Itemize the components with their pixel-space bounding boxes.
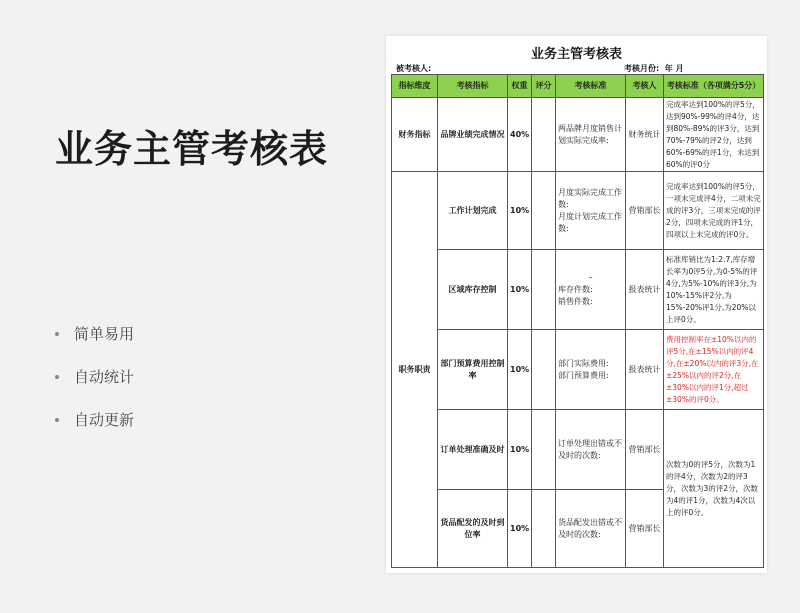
table-row xyxy=(392,98,764,172)
month-value: 年 月 xyxy=(664,64,684,73)
month-label: 考核月份: xyxy=(624,64,660,73)
weight-cell: 10% xyxy=(508,250,532,330)
assessor-cell: 营销部长 xyxy=(626,490,664,568)
col-header-score: 评分 xyxy=(532,75,556,98)
score-cell[interactable] xyxy=(532,250,556,330)
standard-cell: 货品配发出错或不及时的次数: xyxy=(556,490,626,568)
standard-cell: 月度实际完成工作数: 月度计划完成工作数: xyxy=(556,172,626,250)
bullet-icon xyxy=(55,418,59,422)
criteria-cell: 次数为0的评5分，次数为1的评4分，次数为2的评3分，次数为3的评2分，次数为4的评1分，次数为4次以上的评0分。 xyxy=(664,410,764,568)
assessor-cell: 营销部长 xyxy=(626,410,664,490)
weight-cell: 10% xyxy=(508,410,532,490)
weight-cell: 40% xyxy=(508,98,532,172)
criteria-cell: 完成率达到100%的评5分，达到90%-99%的评4分，达到80%-89%的评3分，达到70%-79%的评2分，达到60%-69%的评1分，未达到60%的评0分 xyxy=(664,98,764,172)
score-cell[interactable] xyxy=(532,410,556,490)
criteria-cell-warning: 费用控制率在±10%以内的评5分,在±15%以内的评4分,在±20%以内的评3分,在±25%以内的评2分,在±30%以内的评1分,超过±30%的评0分。 xyxy=(664,330,764,410)
standard-text: 库存件数: 销售件数: xyxy=(558,284,593,306)
score-cell[interactable] xyxy=(532,172,556,250)
weight-cell: 10% xyxy=(508,330,532,410)
month-field xyxy=(624,63,684,74)
table-row xyxy=(392,172,764,250)
table-row xyxy=(392,250,764,330)
evaluation-sheet xyxy=(386,36,767,573)
assessor-cell: 报表统计 xyxy=(626,250,664,330)
standard-cell xyxy=(556,250,626,330)
standard-cell: 两品牌月度销售计划实际完成率: xyxy=(556,98,626,172)
reviewee-label: 被考核人: xyxy=(396,64,432,73)
sheet-title: 业务主管考核表 xyxy=(530,47,622,62)
table-row xyxy=(392,410,764,490)
indicator-cell: 工作计划完成 xyxy=(438,172,508,250)
feature-list xyxy=(55,312,134,441)
bullet-icon xyxy=(55,332,59,336)
standard-cell: 订单处理出错或不及时的次数: xyxy=(556,410,626,490)
col-header-criteria: 考核标准（各项满分5分） xyxy=(664,75,764,98)
feature-item xyxy=(55,312,134,355)
criteria-cell: 标准库销比为1:2.7,库存增长率为0评5分,为0-5%的评4分,为5%-10%的评3分,为10%-15%评2分,为15%-20%评1分,为20%以上评0分。 xyxy=(664,250,764,330)
standard-mark: – xyxy=(588,272,593,282)
col-header-standard: 考核标准 xyxy=(556,75,626,98)
table-row xyxy=(392,330,764,410)
col-header-assessor: 考核人 xyxy=(626,75,664,98)
indicator-cell: 区域库存控制 xyxy=(438,250,508,330)
table-header-row xyxy=(392,75,764,98)
weight-cell: 10% xyxy=(508,172,532,250)
evaluation-table xyxy=(391,74,764,568)
weight-cell: 10% xyxy=(508,490,532,568)
assessor-cell: 报表统计 xyxy=(626,330,664,410)
standard-cell: 部门实际费用: 部门预算费用: xyxy=(556,330,626,410)
feature-label: 简单易用 xyxy=(74,325,135,343)
feature-item xyxy=(55,398,134,441)
assessor-cell: 财务统计 xyxy=(626,98,664,172)
score-cell[interactable] xyxy=(532,490,556,568)
col-header-dimension: 指标维度 xyxy=(392,75,438,98)
score-cell[interactable] xyxy=(532,330,556,410)
sheet-meta xyxy=(386,62,767,74)
col-header-indicator: 考核指标 xyxy=(438,75,508,98)
col-header-weight: 权重 xyxy=(508,75,532,98)
feature-label: 自动统计 xyxy=(74,368,135,386)
indicator-cell: 部门预算费用控制率 xyxy=(438,330,508,410)
bullet-icon xyxy=(55,375,59,379)
feature-item xyxy=(55,355,134,398)
indicator-cell: 品牌业绩完成情况 xyxy=(438,98,508,172)
dimension-cell: 职务职责 xyxy=(392,172,438,568)
score-cell[interactable] xyxy=(532,98,556,172)
indicator-cell: 订单处理准确及时 xyxy=(438,410,508,490)
criteria-cell: 完成率达到100%的评5分，一项未完成评4分，二项未完成的评3分，三项未完成的评2分，四项未完成的评1分，四项以上未完成的评0分。 xyxy=(664,172,764,250)
hero-title: 业务主管考核表 xyxy=(55,127,329,171)
indicator-cell: 货品配发的及时到位率 xyxy=(438,490,508,568)
feature-label: 自动更新 xyxy=(74,411,135,429)
assessor-cell: 营销部长 xyxy=(626,172,664,250)
dimension-cell: 财务指标 xyxy=(392,98,438,172)
